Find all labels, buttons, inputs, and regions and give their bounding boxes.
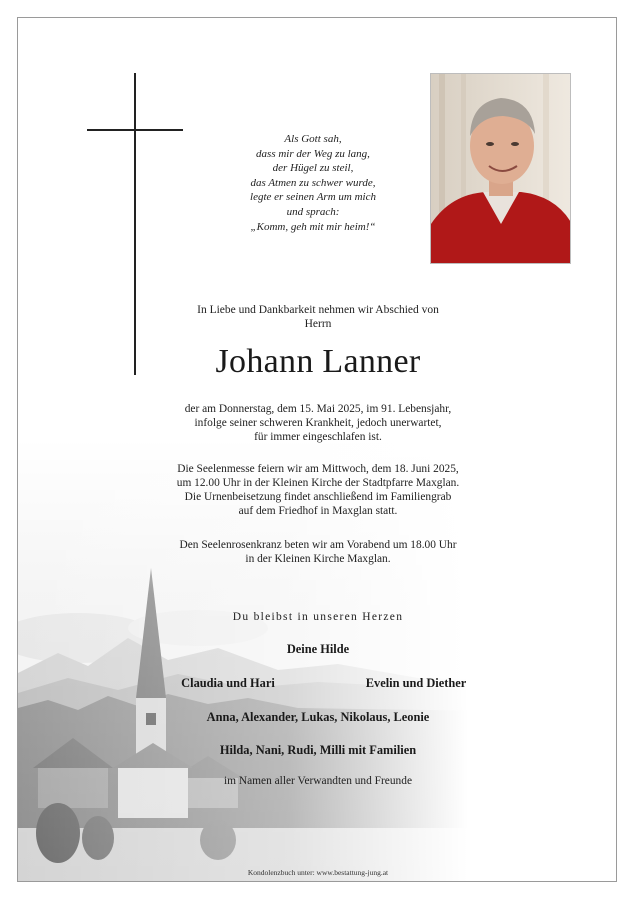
intro-line: In Liebe und Dankbarkeit nehmen wir Abschied von	[197, 304, 439, 316]
mourner-others: Hilda, Nani, Rudi, Milli mit Familien	[219, 743, 417, 757]
death-notice	[118, 402, 518, 444]
poem-line: der Hügel zu steil,	[272, 162, 354, 175]
deceased-name: Johann Lanner	[215, 343, 421, 380]
poem-line: das Atmen zu schwer wurde,	[250, 176, 376, 189]
rosary-notice	[118, 538, 518, 566]
intro-text	[118, 303, 518, 331]
mass-notice-line: Die Seelenmesse feiern wir am Mittwoch, dem 18. Juni 2025,	[177, 463, 459, 475]
portrait-photo	[430, 73, 571, 264]
poem-line: und sprach:	[286, 205, 340, 218]
mourner-child-1: Claudia und Hari	[181, 676, 275, 690]
obituary-card	[17, 17, 617, 882]
mass-notice	[118, 462, 518, 518]
closing-text: im Namen aller Verwandten und Freunde	[224, 775, 412, 787]
rosary-notice-line: Den Seelenrosenkranz beten wir am Vorabend um 18.00 Uhr	[179, 539, 457, 551]
poem	[233, 132, 393, 234]
farewell-text: Du bleibst in unseren Herzen	[232, 611, 404, 623]
mass-notice-line: auf dem Friedhof in Maxglan statt.	[238, 505, 398, 518]
poem-line: „Komm, geh mit mir heim!“	[250, 220, 376, 233]
poem-line: legte er seinen Arm um mich	[250, 191, 376, 204]
poem-line: Als Gott sah,	[284, 133, 342, 145]
intro-line: Herrn	[304, 318, 332, 330]
condolence-footer: Kondolenzbuch unter: www.bestattung-jung.at	[247, 868, 389, 877]
poem-line: dass mir der Weg zu lang,	[256, 147, 370, 160]
death-notice-line: für immer eingeschlafen ist.	[254, 431, 382, 444]
mourner-grandchildren: Anna, Alexander, Lukas, Nikolaus, Leonie	[206, 710, 430, 724]
mourner-child-2: Evelin und Diether	[365, 676, 467, 690]
mourner-spouse: Deine Hilde	[286, 642, 350, 656]
death-notice-line: der am Donnerstag, dem 15. Mai 2025, im 91. Lebensjahr,	[184, 403, 452, 415]
mass-notice-line: um 12.00 Uhr in der Kleinen Kirche der Stadtpfarre Maxglan.	[176, 477, 460, 490]
cross-icon-horizontal	[87, 129, 183, 131]
rosary-notice-line: in der Kleinen Kirche Maxglan.	[245, 553, 391, 566]
mass-notice-line: Die Urnenbeisetzung findet anschließend im Familiengrab	[184, 491, 452, 504]
death-notice-line: infolge seiner schweren Krankheit, jedoch unerwartet,	[194, 417, 442, 430]
